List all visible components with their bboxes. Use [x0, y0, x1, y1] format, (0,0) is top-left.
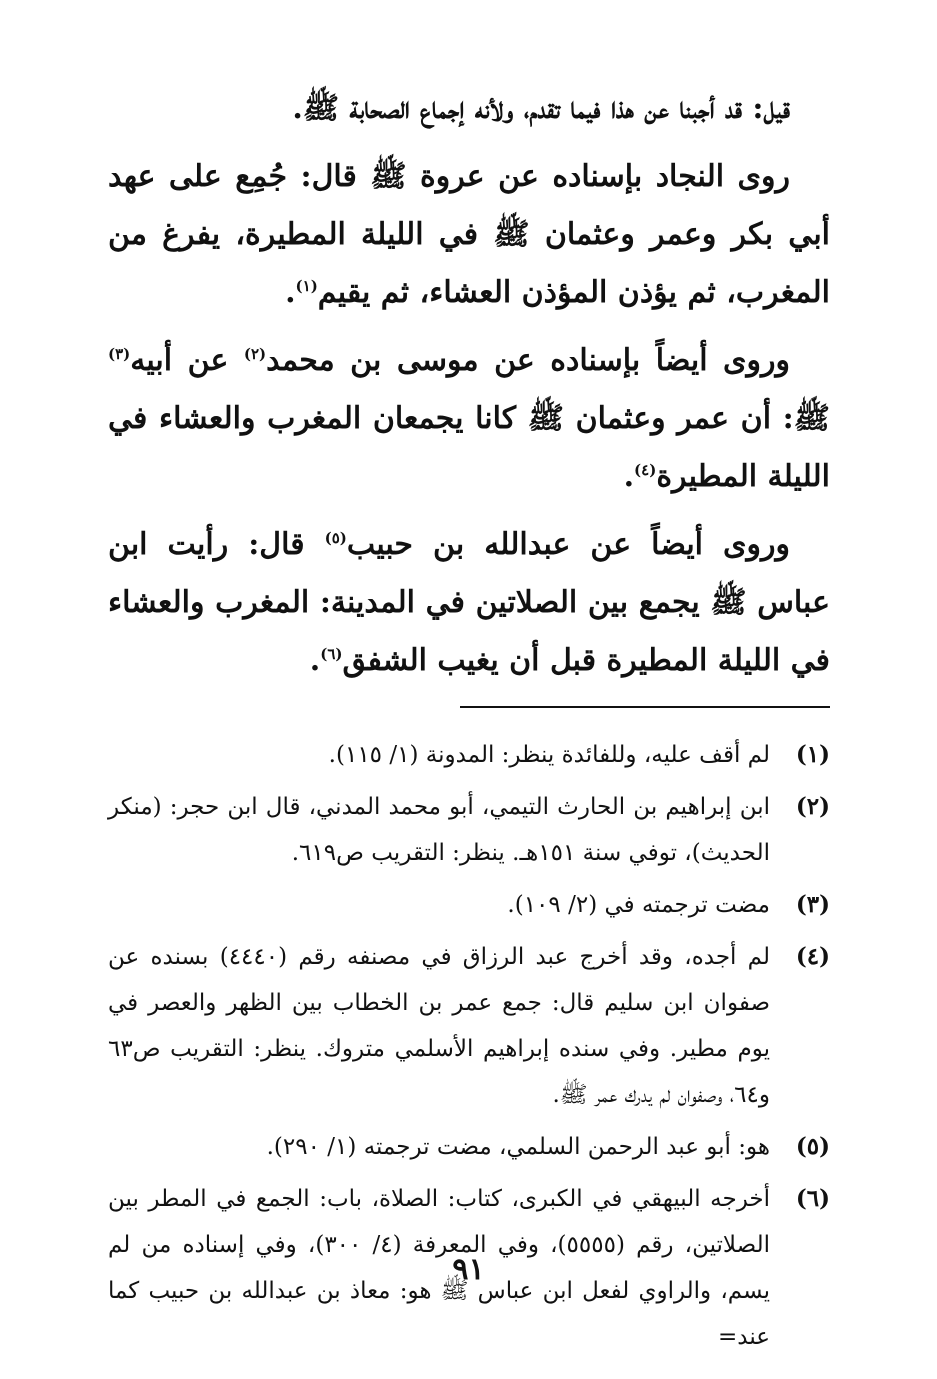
- footnote-number: (٥): [795, 1133, 830, 1160]
- footnote-number: (٦): [795, 1185, 830, 1212]
- footnote-ref[interactable]: (٣): [108, 345, 131, 363]
- main-paragraph-3: [108, 332, 830, 506]
- footnote-text: ابن إبراهيم بن الحارث التيمي، أبو محمد المدني، قال ابن حجر: (منكر الحديث)، توفي سنة ١٥١هـ. ينظر: التقريب ص٦١٩.: [108, 794, 770, 866]
- footnote-text: لم أجده، وقد أخرج عبد الرزاق في مصنفه رقم (٤٤٤٠) بسنده عن صفوان ابن سليم قال: جمع عمر بن الخطاب بين الظهر والعصر في يوم مطير. وفي سنده إبراهيم الأسلمي متروك. ينظر: التقريب ص٦٣ و٦٤، وصفوان لم يدرك عمر ﷺ.: [108, 944, 770, 1108]
- footnote-item: [108, 934, 830, 1118]
- footnote-ref[interactable]: (٥): [324, 529, 347, 547]
- footnote-text: مضت ترجمته في (٢/ ١٠٩).: [507, 892, 770, 918]
- footnote-text: هو: أبو عبد الرحمن السلمي، مضت ترجمته (١/ ٢٩٠).: [266, 1134, 770, 1160]
- paragraph-text: وروى أيضاً عن عبدالله بن حبيب: [346, 527, 790, 562]
- paragraph-text: .: [309, 643, 321, 678]
- page-number: ٩١: [452, 1252, 485, 1287]
- paragraph-text: ﷺ: أن عمر وعثمان ﷺ كانا يجمعان المغرب والعشاء في الليلة المطيرة: [108, 401, 830, 494]
- footnote-number: (٤): [795, 943, 830, 970]
- page-content: [108, 80, 830, 1366]
- footnote-item: [108, 882, 830, 928]
- footnote-number: (٣): [795, 891, 830, 918]
- main-paragraph-2: [108, 148, 830, 322]
- paragraph-text: قيل: قد أجبنا عن هذا فيما تقدم، ولأنه إجماع الصحابة ﷺ.: [292, 91, 790, 126]
- footnote-text: أخرجه البيهقي في الكبرى، كتاب: الصلاة، باب: الجمع في المطر بين الصلاتين، رقم (٥٥٥٥)، وفي المعرفة (٤/ ٣٠٠)، وفي إسناده من لم يسم، والراوي لفعل ابن عباس ﷺ هو: معاذ بن عبدالله بن حبيب كما عند=: [108, 1186, 770, 1350]
- main-paragraph-4: [108, 516, 830, 690]
- paragraph-text: قال: رأيت ابن عباس ﷺ يجمع بين الصلاتين في المدينة: المغرب والعشاء في الليلة المطيرة قبل أن يغيب الشفق: [108, 527, 830, 678]
- footnote-separator: [460, 706, 830, 708]
- paragraph-text: وروى أيضاً بإسناده عن موسى بن محمد: [266, 343, 790, 378]
- footnote-item: [108, 784, 830, 876]
- footnote-item: [108, 732, 830, 778]
- paragraph-text: عن أبيه: [130, 343, 244, 378]
- footnote-item: [108, 1124, 830, 1170]
- footnote-number: (١): [795, 741, 830, 768]
- footnote-ref[interactable]: (٤): [634, 461, 657, 479]
- paragraph-text: روى النجاد بإسناده عن عروة ﷺ قال: جُمِع على عهد أبي بكر وعمر وعثمان ﷺ في الليلة المطيرة، يفرغ من المغرب، ثم يؤذن المؤذن العشاء، ثم يقيم: [108, 159, 830, 310]
- paragraph-text: .: [285, 275, 296, 310]
- footnote-ref[interactable]: (٢): [243, 345, 267, 363]
- footnote-ref[interactable]: (١): [295, 277, 318, 295]
- footnote-text: لم أقف عليه، وللفائدة ينظر: المدونة (١/ ١١٥).: [328, 742, 770, 768]
- paragraph-text: .: [623, 459, 635, 494]
- footnote-number: (٢): [795, 793, 830, 820]
- main-paragraph-1: [108, 80, 830, 138]
- footnote-ref[interactable]: (٦): [320, 645, 343, 663]
